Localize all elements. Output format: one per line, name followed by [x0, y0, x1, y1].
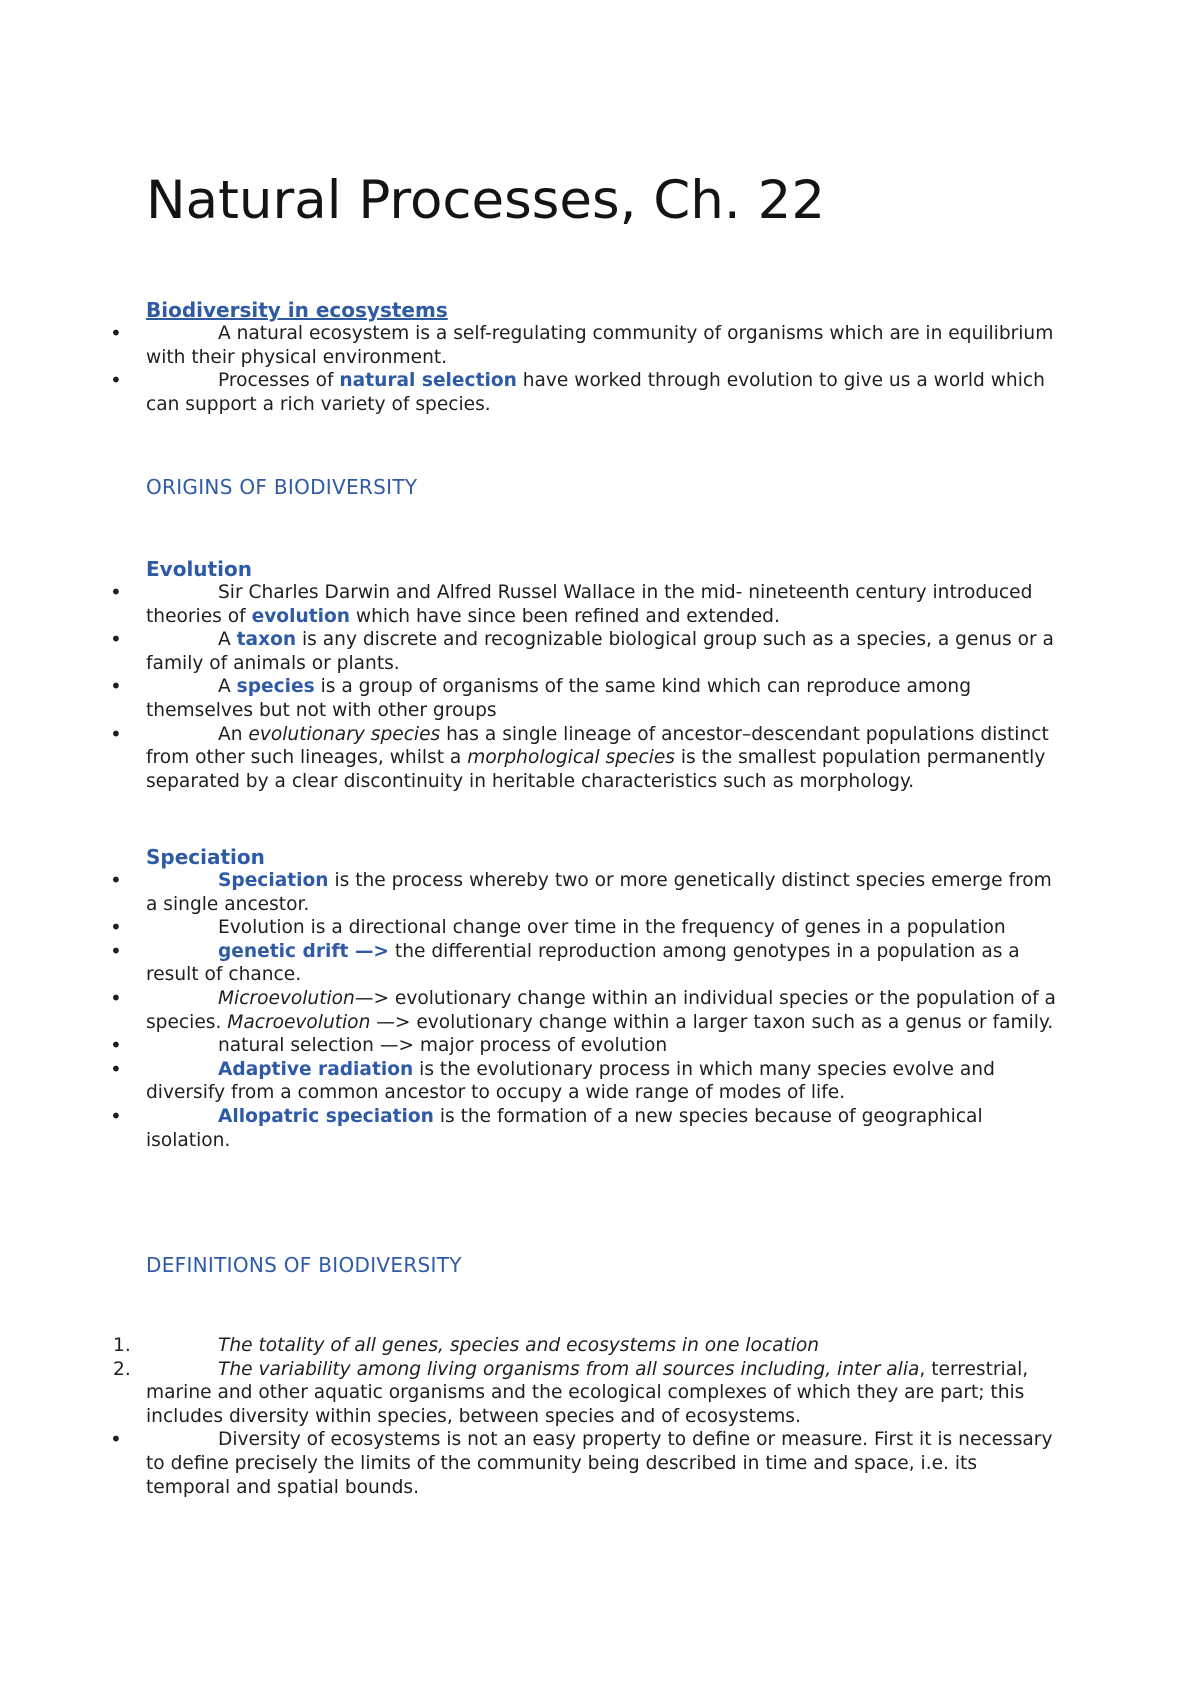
page-title: Natural Processes, Ch. 22 — [146, 170, 826, 231]
bullet-marker — [110, 581, 138, 606]
key-term: natural selection — [339, 370, 517, 392]
text-segment: Evolution is a directional change over time in the frequency of genes in a population — [218, 917, 1006, 939]
list-item — [146, 1058, 1066, 1105]
text-segment: which have since been refined and extended. — [349, 605, 780, 627]
list-item — [146, 869, 1066, 916]
list-item — [146, 1428, 1066, 1499]
list-item — [146, 987, 1066, 1034]
key-term: Allopatric speciation — [218, 1105, 434, 1127]
evolution-list — [146, 581, 1066, 793]
key-term: taxon — [236, 629, 297, 651]
bullet-marker — [110, 940, 138, 965]
bullet-marker — [110, 628, 138, 653]
heading-origins-of-biodiversity: ORIGINS OF BIODIVERSITY — [146, 475, 418, 499]
bullet-marker — [110, 869, 138, 894]
definitions-list — [113, 1334, 1066, 1499]
italic-term: Macroevolution — [227, 1011, 371, 1033]
bullet-marker — [110, 987, 138, 1012]
bullet-marker — [110, 322, 138, 347]
bullet-marker — [110, 916, 138, 941]
key-term: evolution — [251, 605, 350, 627]
text-segment: A — [218, 629, 237, 651]
list-number: 2. — [113, 1358, 131, 1380]
text-segment: Diversity of ecosystems is not an easy property to define or measure. First it is necessary to define precisely the limits of the community being described in time and space, i.e. its temporal and spatial bounds. — [146, 1429, 1053, 1498]
biodiversity-list — [146, 322, 1066, 416]
italic-term: Microevolution — [218, 987, 355, 1009]
text-segment: , terrestrial, marine and other aquatic organisms and the ecological complexes of which they are part; this includes diversity within species, between species and of ecosystems. — [146, 1358, 1029, 1427]
list-item — [113, 1358, 1066, 1429]
text-segment: is a group of organisms of the same kind which can reproduce among themselves but not with other groups — [146, 676, 972, 721]
text-segment: is the smallest population permanently separated by a clear discontinuity in heritable characteristics such as morphology. — [146, 747, 1046, 792]
text-segment: —> evolutionary change within a larger taxon such as a genus or family. — [370, 1011, 1054, 1033]
heading-evolution: Evolution — [146, 557, 252, 581]
text-segment: An — [218, 723, 249, 745]
text-segment: the differential reproduction among genotypes in a population as a result of chance. — [146, 940, 1020, 986]
heading-definitions-of-biodiversity: DEFINITIONS OF BIODIVERSITY — [146, 1253, 462, 1277]
text-segment: natural selection —> major process of evolution — [218, 1035, 668, 1057]
heading-speciation: Speciation — [146, 845, 265, 869]
text-segment: Sir Charles Darwin and Alfred Russel Wallace in the mid- nineteenth century introduced theories of — [146, 582, 1033, 627]
text-segment: is the process whereby two or more genetically distinct species emerge from a single ancestor. — [146, 870, 1052, 915]
heading-biodiversity-in-ecosystems: Biodiversity in ecosystems — [146, 298, 448, 322]
key-term: genetic drift —> — [218, 940, 390, 962]
text-segment: Processes of — [218, 370, 340, 392]
list-item — [146, 675, 1066, 722]
list-item — [146, 581, 1066, 628]
text-segment: —> evolutionary change within an individual species or the population of a species. — [146, 987, 1056, 1033]
bullet-marker — [110, 1058, 138, 1083]
text-segment: has a single lineage of ancestor–descendant populations distinct from other such lineages, whilst a — [146, 723, 1049, 769]
list-item — [146, 1105, 1066, 1152]
text-segment: A natural ecosystem is a self-regulating community of organisms which are in equilibrium with their physical environment. — [146, 323, 1054, 368]
speciation-list — [146, 869, 1066, 1152]
bullet-marker — [110, 1034, 138, 1059]
text-segment: is any discrete and recognizable biological group such as a species, a genus or a family of animals or plants. — [146, 629, 1054, 674]
list-number: 1. — [113, 1335, 131, 1356]
list-item — [146, 916, 1066, 940]
key-term: Adaptive radiation — [218, 1058, 414, 1080]
text-segment: is the evolutionary process in which many species evolve and diversify from a common ancestor to occupy a wide range of modes of life. — [146, 1058, 995, 1104]
key-term: species — [236, 676, 315, 698]
italic-term: The variability among living organisms from all sources including, inter alia — [218, 1358, 920, 1380]
italic-term: evolutionary species — [248, 723, 441, 745]
list-item — [146, 369, 1066, 416]
list-item — [146, 940, 1066, 987]
bullet-marker — [110, 369, 138, 394]
bullet-marker — [110, 1428, 138, 1453]
italic-term: The totality of all genes, species and ecosystems in one location — [218, 1335, 820, 1356]
list-item — [146, 723, 1066, 794]
list-item — [146, 1034, 1066, 1058]
text-segment: A — [218, 676, 237, 698]
list-item — [146, 322, 1066, 369]
bullet-marker — [110, 675, 138, 700]
list-item — [113, 1334, 1066, 1358]
text-segment: have worked through evolution to give us a world which can support a rich variety of species. — [146, 370, 1045, 415]
text-segment: is the formation of a new species because of geographical isolation. — [146, 1105, 983, 1151]
bullet-marker — [110, 1105, 138, 1130]
italic-term: morphological species — [467, 747, 675, 769]
key-term: Speciation — [218, 870, 329, 891]
list-item — [146, 628, 1066, 675]
bullet-marker — [110, 723, 138, 748]
